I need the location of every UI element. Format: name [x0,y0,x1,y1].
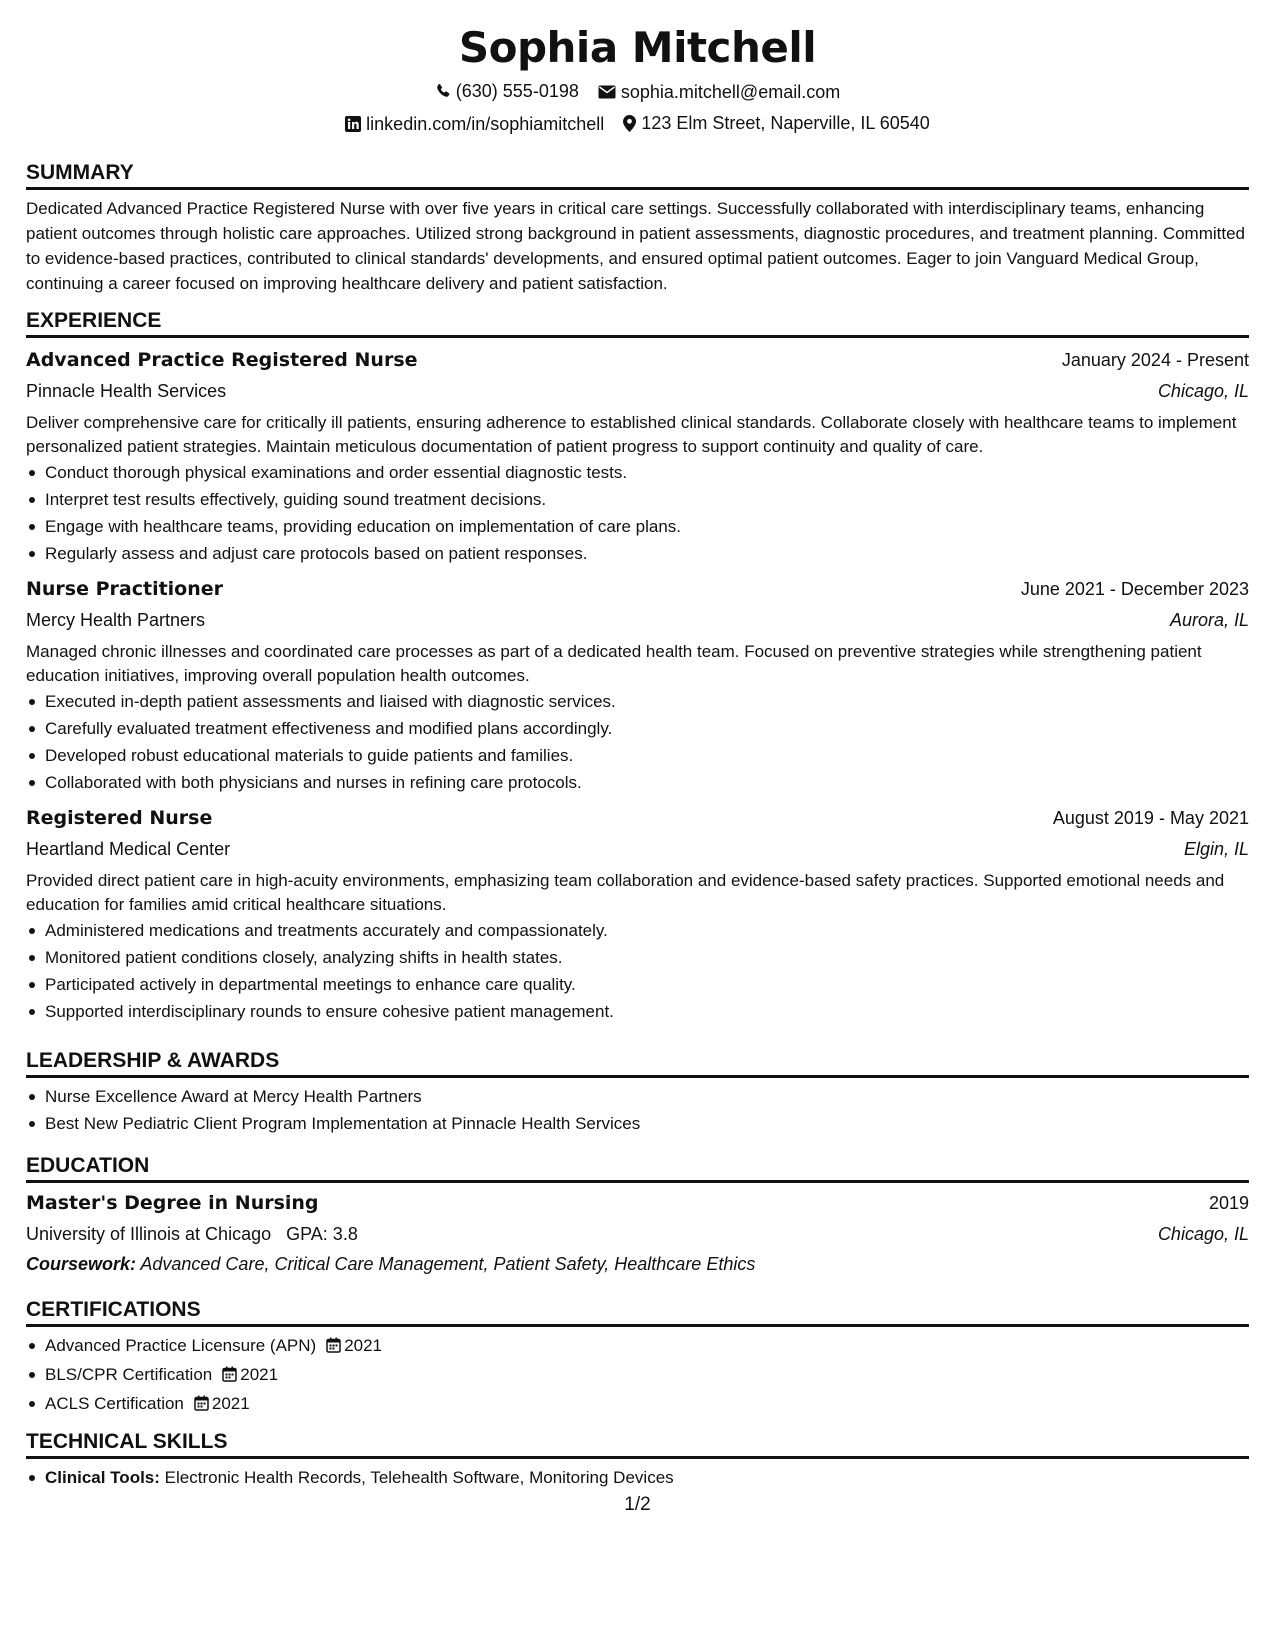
job-bullet: Conduct thorough physical examinations and order essential diagnostic tests. [26,459,1249,486]
graduation-year: 2019 [1208,1193,1249,1213]
awards-section [26,1048,1249,1137]
gpa: GPA: 3.8 [286,1224,358,1244]
job-bullets [26,688,1249,796]
job-dates: June 2021 - December 2023 [1020,579,1249,599]
job-entry [26,344,1249,567]
contact-line-2 [26,108,1249,141]
certification-name: BLS/CPR Certification [45,1365,213,1384]
certification-year: 2021 [211,1394,250,1413]
calendar-icon [194,1392,209,1419]
job-bullet: Executed in-depth patient assessments and liaised with diagnostic services. [26,688,1249,715]
skill-value: Electronic Health Records, Telehealth Software, Monitoring Devices [164,1468,674,1487]
job-title: Registered Nurse [26,807,213,829]
award-item: Best New Pediatric Client Program Implementation at Pinnacle Health Services [26,1110,1249,1137]
job-bullet: Participated actively in departmental meetings to enhance care quality. [26,971,1249,998]
job-title: Nurse Practitioner [26,578,224,600]
experience-heading: EXPERIENCE [26,308,1249,338]
job-bullet: Developed robust educational materials to guide patients and families. [26,742,1249,769]
certification-name: Advanced Practice Licensure (APN) [45,1336,317,1355]
address-text: 123 Elm Street, Naperville, IL 60540 [641,113,930,133]
phone-item [435,76,579,106]
awards-heading: LEADERSHIP & AWARDS [26,1048,1249,1078]
job-bullets [26,459,1249,567]
page-number: 1/2 [624,1494,651,1515]
school-name: University of Illinois at Chicago [26,1224,272,1244]
job-company: Heartland Medical Center [26,839,231,859]
job-bullet: Interpret test results effectively, guiding sound treatment decisions. [26,486,1249,513]
resume-page [26,0,1249,1650]
summary-section [26,160,1249,296]
job-entry [26,573,1249,796]
phone-icon [435,83,451,99]
coursework-list: Advanced Care, Critical Care Management, Patient Safety, Healthcare Ethics [140,1254,756,1274]
award-item: Nurse Excellence Award at Mercy Health Partners [26,1083,1249,1110]
address-item [623,108,930,138]
certifications-list [26,1332,1249,1419]
skill-item [26,1464,1249,1491]
coursework-label: Coursework: [26,1254,137,1274]
certifications-heading: CERTIFICATIONS [26,1297,1249,1327]
skills-heading: TECHNICAL SKILLS [26,1429,1249,1459]
calendar-icon [222,1363,237,1390]
job-bullet: Engage with healthcare teams, providing education on implementation of care plans. [26,513,1249,540]
email-text[interactable]: sophia.mitchell@email.com [620,82,841,102]
candidate-name: Sophia Mitchell [458,23,817,72]
skills-list [26,1464,1249,1491]
linkedin-icon [345,116,361,132]
map-pin-icon [623,115,636,132]
job-dates: August 2019 - May 2021 [1052,808,1249,828]
envelope-icon [598,85,616,99]
job-description: Provided direct patient care in high-acuity environments, emphasizing team collaboration and evidence-based safety practices. Supported emotional needs and education for families amid critical healthcare situations. [26,871,1225,914]
certification-year: 2021 [344,1336,383,1355]
degree-title: Master's Degree in Nursing [26,1192,319,1214]
job-bullets [26,917,1249,1025]
calendar-icon [326,1334,341,1361]
linkedin-text[interactable]: linkedin.com/in/sophiamitchell [366,113,605,134]
awards-list [26,1083,1249,1137]
linkedin-item[interactable] [345,109,604,139]
job-entry [26,802,1249,1025]
contact-line-1 [26,76,1249,108]
job-bullet: Administered medications and treatments accurately and compassionately. [26,917,1249,944]
certification-item [26,1390,1249,1419]
certification-item [26,1332,1249,1361]
skills-section [26,1429,1249,1491]
job-bullet: Carefully evaluated treatment effectiveness and modified plans accordingly. [26,715,1249,742]
job-bullet: Regularly assess and adjust care protocols based on patient responses. [26,540,1249,567]
certification-name: ACLS Certification [45,1394,184,1413]
job-description: Managed chronic illnesses and coordinated care processes as part of a dedicated health team. Focused on preventive strategies while strengthening patient education initiatives, improving overall population health outcomes. [26,642,1202,685]
certifications-section [26,1297,1249,1419]
phone-text: (630) 555-0198 [455,81,579,101]
job-dates: January 2024 - Present [1061,350,1249,370]
job-description: Deliver comprehensive care for critically ill patients, ensuring adherence to established clinical standards. Collaborate closely with healthcare teams to implement personalized patient strategies. Maintain meticulous documentation of patient progress to support continuity and quality of care. [26,413,1237,456]
certification-item [26,1361,1249,1390]
summary-heading: SUMMARY [26,160,1249,190]
certification-year: 2021 [240,1365,279,1384]
summary-text: Dedicated Advanced Practice Registered Nurse with over five years in critical care settings. Successfully collaborated with interdisciplinary teams, enhancing patient outcomes through holistic care approaches. Utilized strong background in patient assessments, diagnostic procedures, and treatment planning. Committed to evidence-based practices, contributed to clinical standards' developments, and ensured optimal patient outcomes. Eager to join Vanguard Medical Group, continuing a career focused on improving healthcare delivery and patient satisfaction. [26,199,1246,293]
experience-section [26,308,1249,1025]
education-heading: EDUCATION [26,1153,1249,1183]
job-company: Pinnacle Health Services [26,381,227,401]
job-location: Aurora, IL [1169,610,1249,630]
education-section [26,1153,1249,1279]
job-bullet: Supported interdisciplinary rounds to ensure cohesive patient management. [26,998,1249,1025]
school-location: Chicago, IL [1157,1224,1249,1244]
job-company: Mercy Health Partners [26,610,206,630]
skill-label: Clinical Tools: [45,1468,160,1487]
job-location: Elgin, IL [1183,839,1249,859]
job-title: Advanced Practice Registered Nurse [26,349,418,371]
email-item[interactable] [598,77,840,107]
job-bullet: Monitored patient conditions closely, analyzing shifts in health states. [26,944,1249,971]
job-location: Chicago, IL [1157,381,1249,401]
job-bullet: Collaborated with both physicians and nurses in refining care protocols. [26,769,1249,796]
coursework [26,1249,1249,1279]
